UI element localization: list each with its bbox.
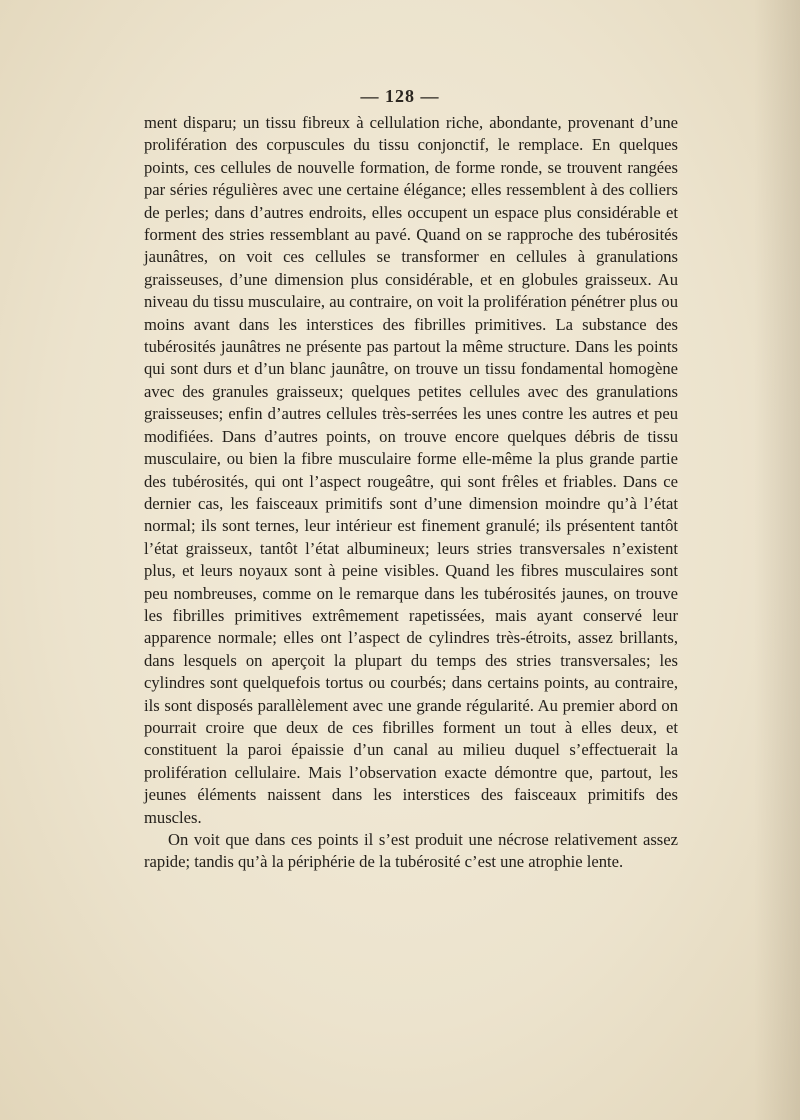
paragraph-2: On voit que dans ces points il s’est produit une nécrose relativement assez rapide; tandis qu’à la périphérie de la tubérosité c’est une atrophie lente. bbox=[144, 830, 678, 872]
body-text bbox=[144, 112, 678, 874]
page-number-header: — 128 — bbox=[360, 86, 440, 106]
paragraph-1: ment disparu; un tissu fibreux à cellulation riche, abondante, provenant d’une prolifération des corpuscules du tissu conjonctif, le remplace. En quelques points, ces cellules de nouvelle formation, de forme ronde, se trouvent rangées par séries régulières avec une certaine élégance; elles ressemblent à des colliers de perles; dans d’autres endroits, elles occupent un espace plus considérable et forment des stries ressemblant au pavé. Quand on se rapproche des tubérosités jaunâtres, on voit ces cellules se transformer en cellules à granulations graisseuses, d’une dimension plus considérable, et en globules graisseux. Au niveau du tissu musculaire, au contraire, on voit la prolifération pénétrer plus ou moins avant dans les interstices des fibrilles primitives. La substance des tubérosités jaunâtres ne présente pas partout la même structure. Dans les points qui sont durs et d’un blanc jaunâtre, on trouve un tissu fondamental homogène avec des granules graisseux; quelques petites cellules avec des granulations graisseuses; enfin d’autres cellules très-serrées les unes contre les autres et peu modifiées. Dans d’autres points, on trouve encore quelques débris de tissu musculaire, ou bien la fibre musculaire forme elle-même la plus grande partie des tubérosités, qui ont l’aspect rougeâtre, qui sont frêles et friables. Dans ce dernier cas, les faisceaux primitifs sont d’une dimension moindre qu’à l’état normal; ils sont ternes, leur intérieur est finement granulé; ils présentent tantôt l’état graisseux, tantôt l’état albumineux; leurs stries transversales n’existent plus, et leurs noyaux sont à peine visibles. Quand les fibres musculaires sont peu nombreuses, comme on le remarque dans les tubérosités jaunes, on trouve les fibrilles primitives extrêmement rapetissées, mais ayant conservé leur apparence normale; elles ont l’aspect de cylindres très-étroits, assez brillants, dans lesquels on aperçoit la plupart du temps des stries transversales; les cylindres sont quelquefois tortus ou courbés; dans certains points, au contraire, ils sont disposés parallèlement avec une grande régularité. Au premier abord on pourrait croire que deux de ces fibrilles forment un tout à elles deux, et constituent la paroi épaissie d’un canal au milieu duquel s’effectuerait la prolifération cellulaire. Mais l’observation exacte démontre que, partout, les jeunes éléments naissent dans les interstices des faisceaux primitifs des muscles. bbox=[144, 113, 678, 827]
page-edge-shadow bbox=[754, 0, 800, 1120]
